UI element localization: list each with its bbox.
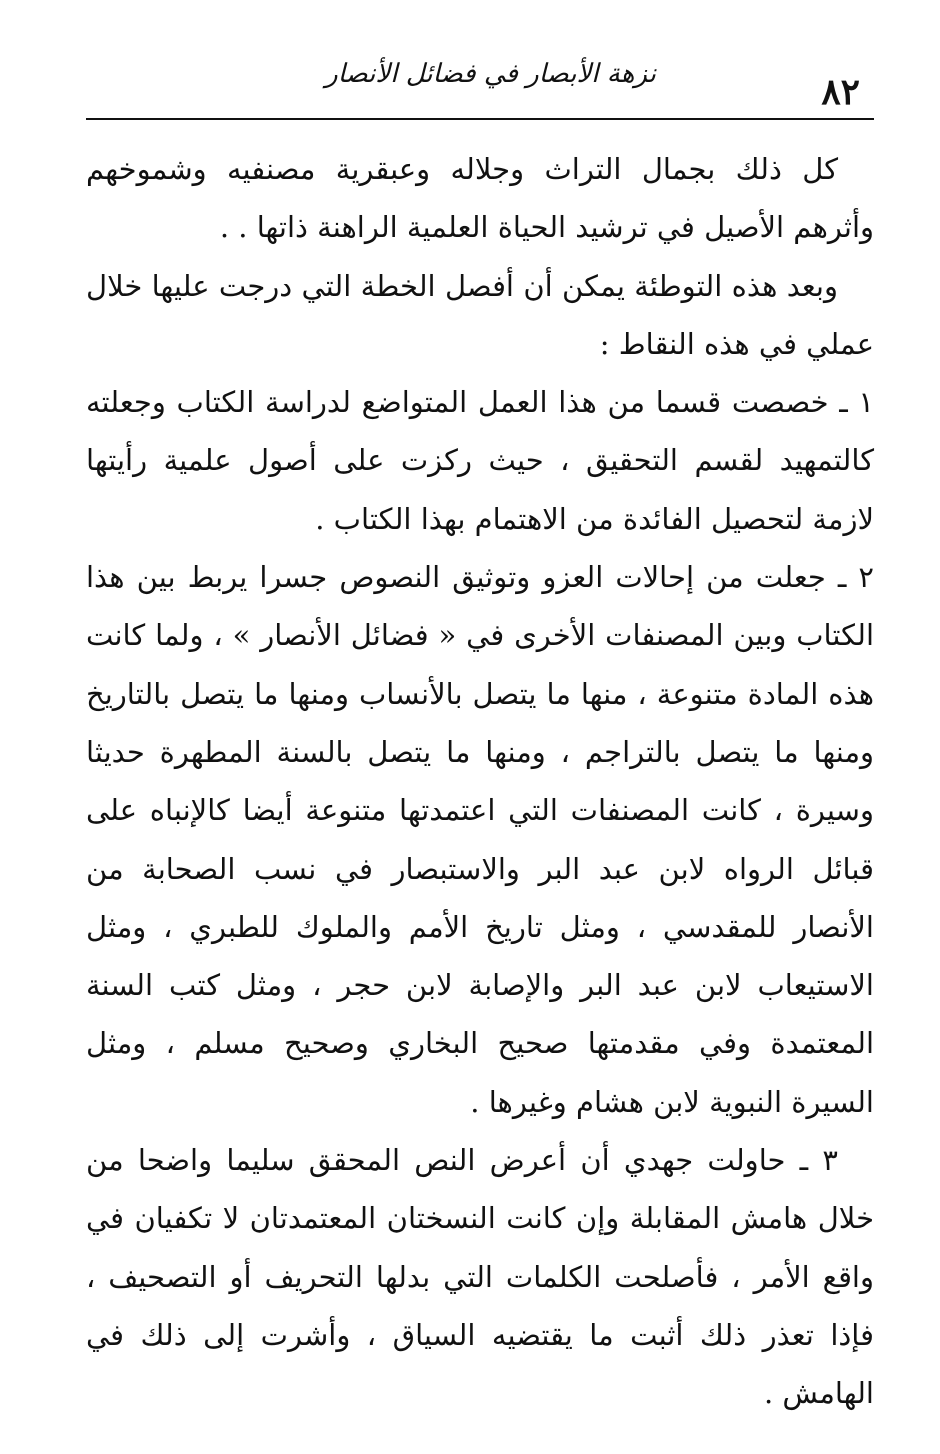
- page-header: [86, 52, 874, 120]
- paragraph-2: وبعد هذه التوطئة يمكن أن أفصل الخطة التي درجت عليها خلال عملي في هذه النقاط :: [86, 268, 874, 361]
- paragraph-1: كل ذلك بجمال التراث وجلاله وعبقرية مصنفيه وشموخهم وأثرهم الأصيل في ترشيد الحياة العلمية الراهنة ذاتها . .: [86, 152, 874, 245]
- header-rule: [86, 118, 874, 120]
- paragraph-item-1: ١ ـ خصصت قسما من هذا العمل المتواضع لدراسة الكتاب وجعلته كالتمهيد لقسم التحقيق ، حيث ركزت على أصول علمية رأيتها لازمة لتحصيل الفائدة من الاهتمام بهذا الكتاب .: [86, 385, 874, 536]
- page-body: [86, 140, 874, 1423]
- paragraph-item-2: ٢ ـ جعلت من إحالات العزو وتوثيق النصوص جسرا يربط بين هذا الكتاب وبين المصنفات الأخرى في « فضائل الأنصار » ، ولما كانت هذه المادة متنوعة ، منها ما يتصل بالأنساب ومنها ما يتصل بالتاريخ ومنها ما يتصل بالتراجم ، ومنها ما يتصل بالسنة المطهرة حديثا وسيرة ، كانت المصنفات التي اعتمدتها متنوعة أيضا كالإنباه على قبائل الرواه لابن عبد البر والاستبصار في نسب الصحابة من الأنصار للمقدسي ، ومثل تاريخ الأمم والملوك للطبري ، ومثل الاستيعاب لابن عبد البر والإصابة لابن حجر ، ومثل كتب السنة المعتمدة وفي مقدمتها صحيح البخاري وصحيح مسلم ، ومثل السيرة النبوية لابن هشام وغيرها .: [86, 560, 874, 1119]
- running-title: نزهة الأبصار في فضائل الأنصار: [325, 59, 656, 89]
- page-number: ٨٢: [821, 71, 860, 113]
- paragraph-item-3: ٣ ـ حاولت جهدي أن أعرض النص المحقق سليما واضحا من خلال هامش المقابلة وإن كانت النسختان المعتمدتان لا تكفيان في واقع الأمر ، فأصلحت الكلمات التي بدلها التحريف أو التصحيف ، فإذا تعذر ذلك أثبت ما يقتضيه السياق ، وأشرت إلى ذلك في الهامش .: [86, 1143, 874, 1411]
